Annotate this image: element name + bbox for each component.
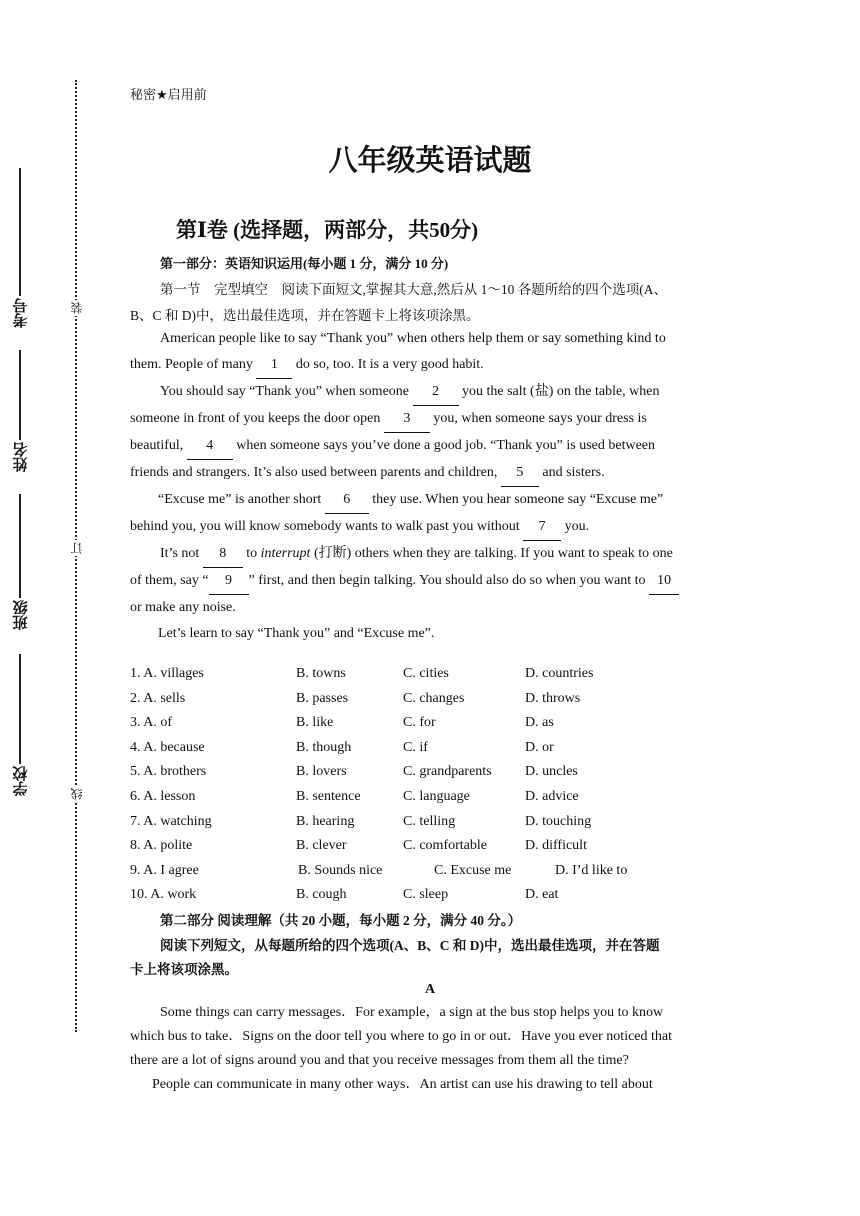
option-6-c: C. language xyxy=(403,789,470,804)
cut-mark-xian: 线 xyxy=(70,788,84,800)
text: ” first, and then begin talking. You should also do so when you want to xyxy=(248,573,646,588)
text: do so, too. It is a very good habit. xyxy=(295,357,484,372)
confidential-label: 秘密★启用前 xyxy=(130,88,207,103)
option-6-d: D. advice xyxy=(525,789,579,804)
page-title: 八年级英语试题 xyxy=(328,143,532,177)
option-3-a: 3. A. of xyxy=(130,715,172,731)
option-10-b: B. cough xyxy=(296,887,347,903)
option-9-c: C. Excuse me xyxy=(434,862,512,878)
part2-instruction: 阅读下列短文，从每题所给的四个选项(A、B、C 和 D)中，选出最佳选项，并在答题 xyxy=(160,938,660,953)
exam-number-label: 考号 xyxy=(11,298,30,328)
passage-line xyxy=(130,352,732,379)
passage-line: Some things can carry messages．For example，a sign at the bus stop helps you to know xyxy=(160,1005,664,1020)
option-5-a: 5. A. brothers xyxy=(130,764,207,780)
option-5-b: B. lovers xyxy=(296,764,347,780)
school-underline xyxy=(19,654,21,764)
option-4-b: B. though xyxy=(296,739,352,755)
option-2-c: C. changes xyxy=(403,690,465,706)
option-3-c: C. for xyxy=(403,715,436,731)
text: friends and strangers. It’s also used between parents and children, xyxy=(130,465,498,480)
passage-line xyxy=(130,487,732,514)
blank-2: 2 xyxy=(413,379,459,406)
instruction-line: B、C 和 D)中，选出最佳选项，并在答题卡上将该项涂黑。 xyxy=(130,308,480,323)
cut-mark-ding: 订 xyxy=(70,542,84,554)
passage-line xyxy=(130,541,732,568)
passage-label: A xyxy=(424,982,436,997)
option-10-a: 10. A. work xyxy=(130,887,197,903)
option-1-d: D. countries xyxy=(525,666,594,681)
option-1-c: C. cities xyxy=(403,666,449,681)
text: to xyxy=(246,546,258,561)
blank-4: 4 xyxy=(187,433,233,460)
blank-6: 6 xyxy=(325,487,369,514)
option-3-b: B. like xyxy=(296,715,334,731)
school-label: 学校 xyxy=(11,766,30,796)
passage-line xyxy=(130,514,732,541)
option-10-d: D. eat xyxy=(525,887,559,903)
text: you, when someone says your dress is xyxy=(433,411,647,426)
class-underline xyxy=(19,494,21,598)
class-field[interactable] xyxy=(8,494,32,630)
option-4-d: D. or xyxy=(525,739,554,755)
option-10-c: C. sleep xyxy=(403,887,449,903)
passage-line: or make any noise. xyxy=(130,600,236,615)
part2-header xyxy=(130,908,732,982)
option-2-d: D. throws xyxy=(525,690,581,706)
binding-dotted-line xyxy=(75,80,77,1032)
option-4-c: C. if xyxy=(403,739,428,755)
blank-7: 7 xyxy=(523,514,561,541)
cloze-passage xyxy=(130,326,732,647)
text: they use. When you hear someone say “Excuse me” xyxy=(372,492,664,507)
option-6-a: 6. A. lesson xyxy=(130,789,196,804)
passage-line xyxy=(130,568,732,595)
volume-title: 第Ⅰ卷 (选择题，两部分，共50分) xyxy=(176,218,479,242)
passage-line xyxy=(130,379,732,406)
text: when someone says you’ve done a good job. “Thank you” is used between xyxy=(236,438,655,453)
exam-number-underline xyxy=(19,168,21,296)
option-4-a: 4. A. because xyxy=(130,739,205,755)
option-7-a: 7. A. watching xyxy=(130,813,212,829)
name-label: 姓名 xyxy=(11,442,30,472)
passage-line: which bus to take．Signs on the door tell you where to go in or out．Have you ever noticed that xyxy=(130,1029,673,1044)
option-6-b: B. sentence xyxy=(296,789,361,804)
option-9-d: D. I’d like to xyxy=(555,862,628,878)
option-3-d: D. as xyxy=(525,715,554,731)
passage-line: Let’s learn to say “Thank you” and “Excuse me”. xyxy=(158,626,435,641)
blank-3: 3 xyxy=(384,406,430,433)
option-8-a: 8. A. polite xyxy=(130,838,193,854)
exam-number-field[interactable] xyxy=(8,168,32,328)
option-2-a: 2. A. sells xyxy=(130,690,186,706)
text: It’s not xyxy=(160,546,200,561)
passage-line xyxy=(130,460,732,487)
passage-line: there are a lot of signs around you and that you receive messages from them all the time? xyxy=(130,1053,629,1068)
text: them. People of many xyxy=(130,357,253,372)
text: someone in front of you keeps the door open xyxy=(130,411,381,426)
italic-word: interrupt xyxy=(260,546,311,561)
option-1-a: 1. A. villages xyxy=(130,666,204,681)
option-8-d: D. difficult xyxy=(525,838,587,854)
name-field[interactable] xyxy=(8,350,32,472)
option-5-c: C. grandparents xyxy=(403,764,492,780)
part2-instruction: 卡上将该项涂黑。 xyxy=(130,962,238,977)
blank-10: 10 xyxy=(649,568,679,595)
text: you the salt (盐) on the table, when xyxy=(462,384,660,399)
instruction-line: 第一节 完型填空 阅读下面短文,掌握其大意,然后从 1～10 各题所给的四个选项(A、 xyxy=(160,282,667,297)
text: you. xyxy=(564,519,590,534)
option-1-b: B. towns xyxy=(296,666,346,681)
reading-passage-a xyxy=(130,1001,732,1097)
text: “Excuse me” is another short xyxy=(158,492,322,507)
blank-5: 5 xyxy=(501,460,539,487)
blank-8: 8 xyxy=(203,541,243,568)
passage-line xyxy=(130,433,732,460)
option-2-b: B. passes xyxy=(296,690,349,706)
blank-1: 1 xyxy=(256,352,292,379)
option-7-d: D. touching xyxy=(525,813,592,829)
part1-title: 第一部分：英语知识运用(每小题 1 分，满分 10 分) xyxy=(160,256,449,271)
text: of them, say “ xyxy=(130,573,209,588)
option-5-d: D. uncles xyxy=(525,764,578,780)
text: (打断) others when they are talking. If you want to speak to one xyxy=(313,546,673,561)
school-field[interactable] xyxy=(8,652,32,796)
part2-title: 第二部分 阅读理解（共 20 小题，每小题 2 分，满分 40 分。） xyxy=(160,913,522,928)
passage-line: American people like to say “Thank you” when others help them or say something kind to xyxy=(160,331,666,346)
name-underline xyxy=(19,350,21,440)
text: beautiful, xyxy=(130,438,184,453)
text: You should say “Thank you” when someone xyxy=(160,384,409,399)
class-label: 班级 xyxy=(11,600,30,630)
part1-instructions xyxy=(130,277,732,329)
text: behind you, you will know somebody wants to walk past you without xyxy=(130,519,520,534)
option-7-b: B. hearing xyxy=(296,813,355,829)
blank-9: 9 xyxy=(209,568,249,595)
option-8-b: B. clever xyxy=(296,838,347,854)
option-9-b: B. Sounds nice xyxy=(298,862,383,878)
cut-mark-zhuang: 装 xyxy=(70,302,84,314)
option-8-c: C. comfortable xyxy=(403,838,487,854)
passage-line xyxy=(130,406,732,433)
option-7-c: C. telling xyxy=(403,813,456,829)
passage-line: People can communicate in many other ways．An artist can use his drawing to tell about xyxy=(152,1077,653,1092)
text: and sisters. xyxy=(542,465,605,480)
option-9-a: 9. A. I agree xyxy=(130,862,199,878)
